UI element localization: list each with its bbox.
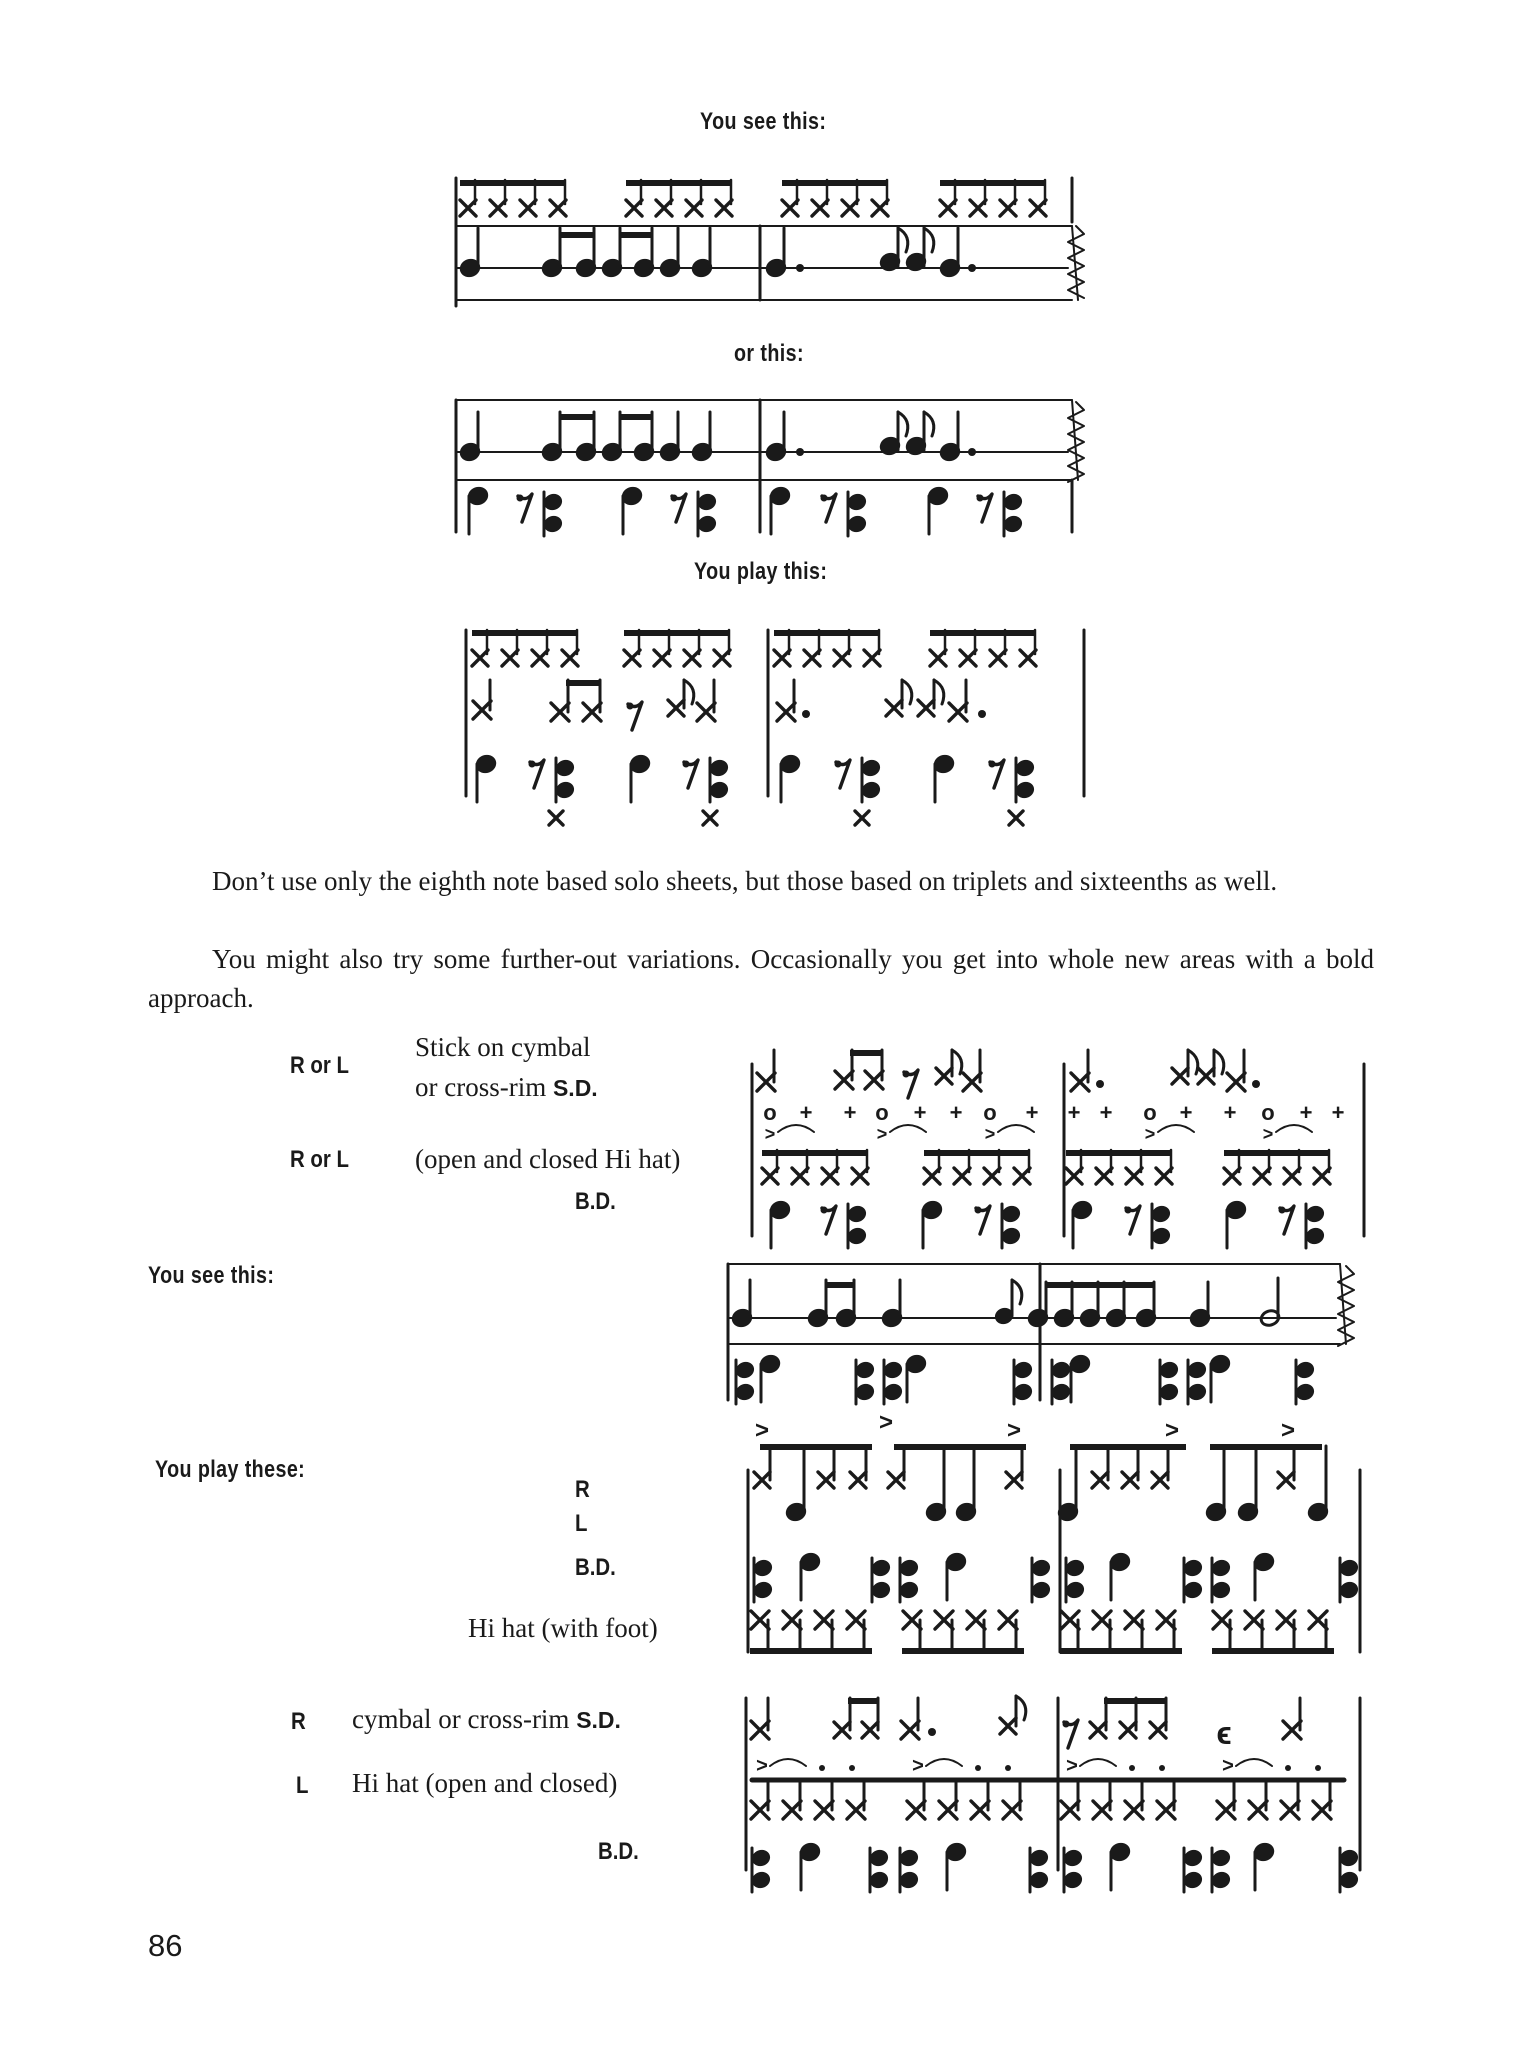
ex2-bd-label: B.D. [575,1554,616,1581]
notation-glyph: + [1179,1100,1193,1125]
notation-glyph: o [1143,1100,1157,1125]
ex3-bd-label: B.D. [598,1838,639,1865]
staccato-dot [975,1765,981,1771]
heading-you-play-this: You play this: [694,558,828,585]
beam [850,1050,882,1056]
paragraph-1: Don’t use only the eighth note based solo sheets, but those based on triplets and sixteenths as well. [212,866,1278,896]
rest-dot [977,495,984,502]
notation-glyph: o [983,1100,997,1125]
tie [1276,1125,1312,1132]
rest-dot [529,761,536,768]
ex2-l-label: L [575,1510,588,1537]
heading-you-play-these: You play these: [155,1456,306,1483]
notation-glyph: + [1067,1100,1081,1125]
beam [1210,1444,1322,1450]
notation-glyph: ϵ [1216,1715,1232,1751]
tie [770,1759,806,1766]
ex1-row3-bd: B.D. [575,1188,616,1215]
staccato-dot [1129,1765,1135,1771]
notation-glyph: > [756,1755,768,1777]
rest-dot [1125,1207,1132,1214]
notation-glyph: + [799,1100,813,1125]
ex1-row1-hand: R or L [290,1052,349,1079]
rest-dot [821,495,828,502]
ex1-row1-text-b-bold: S.D. [552,1075,598,1101]
beam [620,414,652,420]
notation-glyph: > [876,1124,888,1144]
notation-glyph: > [754,1417,770,1444]
beam [760,1444,872,1450]
ex1-row2-hand: R or L [290,1146,349,1173]
rest-dot [1279,1207,1286,1214]
aug-dot [968,264,976,272]
notation-glyph: > [878,1409,894,1436]
ex1-row1-text-a: Stick on cymbal [415,1032,591,1062]
notation-glyph: > [1164,1417,1180,1444]
staccato-dot [1285,1765,1291,1771]
staccato-dot [1315,1765,1321,1771]
staccato-dot [819,1765,825,1771]
aug-dot [1096,1080,1104,1088]
notation-glyph: > [984,1124,996,1144]
beam [560,414,594,420]
rest-dot [517,495,524,502]
aug-dot [802,710,810,718]
ex3-r-text-bold: S.D. [576,1707,621,1733]
notation-glyph: + [1099,1100,1113,1125]
notation-glyph: + [1025,1100,1039,1125]
ex3-r-text-prefix: cymbal or cross-rim [352,1704,577,1734]
beam [826,1282,854,1288]
staccato-dot [849,1765,855,1771]
ex1-row2-text: (open and closed Hi hat) [415,1144,681,1174]
ex2-hihat-label: Hi hat (with foot) [468,1613,658,1643]
tie [1236,1759,1272,1766]
heading-you-see-this-2: You see this: [148,1262,275,1289]
rest-dot [627,703,634,710]
beam [1046,1282,1154,1288]
aug-dot [968,448,976,456]
notation-glyph: o [1261,1100,1275,1125]
tie [998,1125,1034,1132]
notation-glyph: > [912,1755,924,1777]
notation-glyph: + [913,1100,927,1125]
rest-dot [975,1207,982,1214]
notation-glyph: + [1331,1100,1345,1125]
tie [926,1759,962,1766]
staccato-dot [1005,1765,1011,1771]
aug-dot [796,448,804,456]
ex3-l-text: Hi hat (open and closed) [352,1768,618,1798]
ex2-r-label: R [575,1476,590,1503]
rest-dot [671,495,678,502]
rest-dot [903,1071,910,1078]
heading-you-see-this-1: You see this: [700,108,827,135]
notation-glyph: > [1006,1417,1022,1444]
notation-glyph: > [1066,1755,1078,1777]
ex3-l-label: L [296,1772,309,1799]
notation-glyph: + [843,1100,857,1125]
beam [894,1444,1026,1450]
rest-dot [835,761,842,768]
tie [1080,1759,1116,1766]
heading-or-this: or this: [734,340,804,367]
rest-dot [821,1207,828,1214]
aug-dot [1252,1080,1260,1088]
notation-glyph: o [875,1100,889,1125]
page-number: 86 [148,1928,183,1963]
rest-dot [1063,1721,1070,1728]
notation-glyph: > [1262,1124,1274,1144]
ex3-r-label: R [291,1708,306,1735]
aug-dot [978,710,986,718]
rest-dot [989,761,996,768]
notation-ink [456,178,1364,1892]
staccato-dot [1159,1765,1165,1771]
ex1-row1-text-b-prefix: or cross-rim [415,1072,553,1102]
beam [620,232,652,238]
aug-dot [796,264,804,272]
tie [890,1125,926,1132]
tie [1158,1125,1194,1132]
rest-dot [683,761,690,768]
notation-glyph: > [1280,1417,1296,1444]
tie [778,1125,814,1132]
paragraph-2: You might also try some further-out variations. Occasionally you get into whole new areas with a bold approach. [148,944,1374,1013]
aug-dot [928,1728,936,1736]
notation-glyph: > [764,1124,776,1144]
notation-glyph: > [1144,1124,1156,1144]
notation-glyph: o [763,1100,777,1125]
beam [566,680,600,686]
beam [848,1698,878,1704]
beam [560,232,594,238]
notation-glyph: + [1299,1100,1313,1125]
notation-glyph: + [949,1100,963,1125]
notation-glyph: + [1223,1100,1237,1125]
notation-glyph: > [1222,1755,1234,1777]
